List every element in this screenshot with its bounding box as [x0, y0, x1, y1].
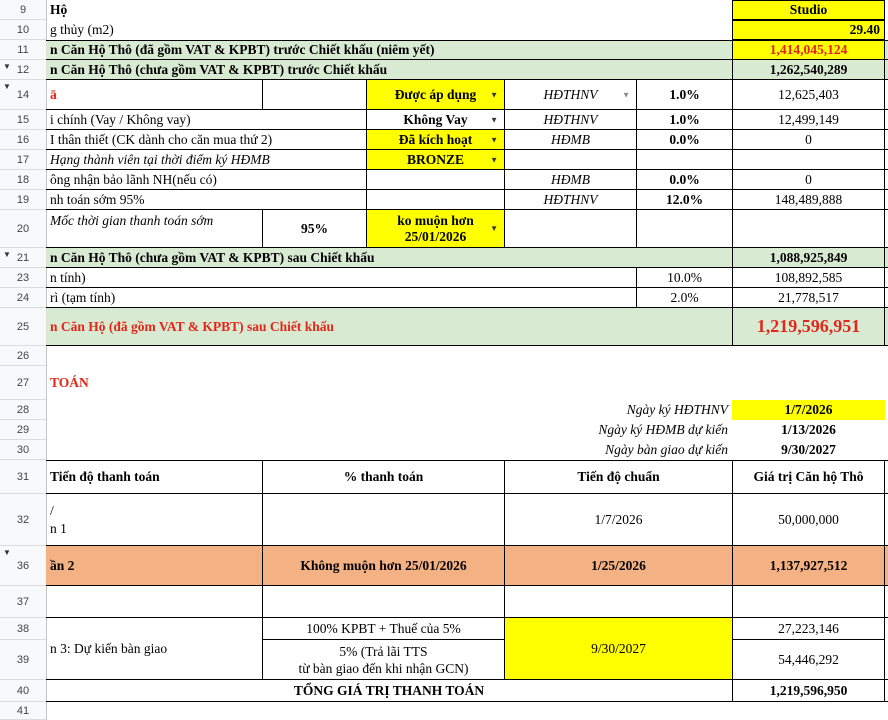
row-number[interactable]	[0, 248, 46, 268]
cell-amount[interactable]: 1,137,927,512	[732, 546, 885, 585]
sheet-row	[46, 308, 888, 346]
cell-contract-type[interactable]: HĐTHNV	[504, 110, 636, 129]
cell[interactable]	[504, 150, 636, 169]
dropdown-value: BRONZE	[406, 151, 464, 167]
dropdown-value: Không Vay	[403, 111, 468, 127]
sheet-row	[46, 420, 888, 440]
row-number[interactable]: 15	[0, 110, 46, 130]
cell-handover-date[interactable]: 9/30/2027	[781, 442, 836, 457]
row-number[interactable]: 41	[0, 702, 46, 720]
stage-line1: /	[50, 502, 54, 518]
row-number[interactable]: 24	[0, 288, 46, 308]
group-toggle-icon[interactable]: ▼	[3, 82, 11, 91]
sheet-row	[46, 170, 888, 190]
table-total-row	[46, 680, 888, 702]
header-value[interactable]: Giá trị Căn hộ Thô	[732, 461, 885, 493]
sheet-row	[46, 210, 888, 248]
cell[interactable]	[366, 170, 504, 189]
dropdown-loan[interactable]	[366, 110, 504, 129]
cell-amount[interactable]: 148,489,888	[732, 190, 885, 209]
row-number[interactable]: 28	[0, 400, 46, 420]
sheet-row	[46, 440, 888, 460]
total-amount[interactable]: 1,219,596,950	[732, 680, 885, 701]
dropdown-membership[interactable]	[366, 150, 504, 169]
cell[interactable]	[46, 586, 262, 617]
row-number[interactable]: 26	[0, 346, 46, 366]
cell-date[interactable]: 9/30/2027	[504, 618, 732, 679]
row-number[interactable]: 32	[0, 494, 46, 546]
row-number[interactable]: 31	[0, 460, 46, 494]
cell-contract-type[interactable]: HĐMB	[504, 130, 636, 149]
cell[interactable]	[504, 210, 636, 247]
sheet-row	[46, 110, 888, 130]
note-line1: 5% (Trả lãi TTS	[339, 644, 428, 659]
row-number[interactable]: 18	[0, 170, 46, 190]
row-number-label: 21	[16, 251, 30, 264]
spreadsheet-grid	[46, 0, 888, 720]
cell-percent[interactable]: 1.0%	[636, 110, 732, 129]
note-line2: từ bàn giao đến khi nhận GCN)	[298, 661, 469, 676]
cell-area-value[interactable]: 29.40	[732, 20, 885, 40]
dropdown-value-line2: 25/01/2026	[404, 228, 467, 244]
row-number[interactable]: 17	[0, 150, 46, 170]
row-number[interactable]: 16	[0, 130, 46, 150]
row-number[interactable]: 39	[0, 640, 46, 680]
dropdown-contract-type[interactable]	[504, 80, 636, 109]
cell[interactable]: Hạng thành viên tại thời điểm ký HĐMB	[50, 151, 270, 167]
row-number[interactable]	[0, 60, 46, 80]
cell-studio-header[interactable]: Studio	[732, 0, 885, 20]
row-number[interactable]: 40	[0, 680, 46, 702]
header-progress[interactable]	[46, 461, 262, 493]
row-number[interactable]: 23	[0, 268, 46, 288]
cell-price-before-discount[interactable]: 1,262,540,289	[732, 60, 885, 79]
row-number-label: 36	[16, 559, 30, 572]
cell-amount[interactable]: 27,223,146	[732, 618, 885, 640]
cell-amount[interactable]: 21,778,517	[732, 288, 885, 307]
header-standard-date[interactable]: Tiến độ chuẩn	[504, 461, 732, 493]
cell[interactable]: rì (tạm tính)	[50, 289, 116, 305]
cell[interactable]: I thân thiết (CK dành cho căn mua thứ 2)	[50, 131, 273, 147]
cell[interactable]	[262, 494, 504, 545]
sheet-row	[46, 60, 888, 80]
cell-percent[interactable]: 0.0%	[636, 130, 732, 149]
row-number[interactable]: 19	[0, 190, 46, 210]
cell-amount[interactable]: 54,446,292	[732, 640, 885, 680]
table-row	[46, 586, 888, 618]
cell-percent[interactable]: 10.0%	[636, 268, 732, 287]
row-number[interactable]: 25	[0, 308, 46, 346]
cell[interactable]: i chính (Vay / Không vay)	[50, 111, 191, 127]
dropdown-arrow-icon[interactable]: ▼	[490, 135, 498, 144]
cell[interactable]: Hộ	[50, 2, 68, 17]
cell[interactable]: n Căn Hộ Thô (chưa gồm VAT & KPBT) trước Chiết khấu	[50, 61, 388, 77]
cell-sign-date[interactable]: 1/7/2026	[732, 400, 885, 420]
row-number[interactable]: 30	[0, 440, 46, 460]
cell[interactable]	[636, 210, 732, 247]
cell-percent[interactable]: 12.0%	[636, 190, 732, 209]
cell-amount[interactable]: 12,625,403	[732, 80, 885, 109]
table-header-row	[46, 460, 888, 494]
row-number[interactable]: 29	[0, 420, 46, 440]
cell-price-after-discount[interactable]: 1,088,925,849	[732, 248, 885, 267]
cell[interactable]: n Căn Hộ Thô (chưa gồm VAT & KPBT) sau Chiết khấu	[50, 249, 375, 265]
cell-percent[interactable]: 2.0%	[636, 288, 732, 307]
dropdown-arrow-icon[interactable]: ▼	[490, 90, 498, 99]
dropdown-arrow-icon[interactable]: ▼	[490, 155, 498, 164]
row-number[interactable]: 27	[0, 366, 46, 400]
label-sign-date[interactable]: Ngày ký HĐTHNV	[626, 402, 728, 417]
cell-percent[interactable]: 100% KPBT + Thuế của 5%	[262, 618, 504, 640]
row-number-label: 12	[16, 63, 30, 76]
cell-total-price[interactable]: 1,219,596,951	[732, 308, 885, 345]
table-row	[46, 618, 888, 680]
sheet-row	[46, 0, 888, 20]
cell[interactable]: ông nhận bảo lãnh NH(nếu có)	[50, 171, 217, 187]
sheet-row	[46, 288, 888, 308]
cell-stage-1[interactable]	[46, 494, 262, 545]
dropdown-value: Được áp dụng	[394, 86, 477, 102]
dropdown-value: HĐTHNV	[543, 86, 598, 102]
cell[interactable]: g thủy (m2)	[50, 22, 114, 37]
dropdown-early-pay-deadline[interactable]	[366, 210, 504, 247]
header-percent[interactable]: % thanh toán	[262, 461, 504, 493]
dropdown-arrow-icon[interactable]: ▼	[622, 90, 630, 99]
cell[interactable]: Mốc thời gian thanh toán sớm	[50, 213, 214, 228]
row-number[interactable]	[0, 80, 46, 110]
cell-percent[interactable]: 0.0%	[636, 170, 732, 189]
section-title[interactable]: TOÁN	[50, 375, 89, 390]
header-label: Tiến độ thanh toán	[50, 469, 160, 484]
cell-amount[interactable]: 108,892,585	[732, 268, 885, 287]
cell-amount[interactable]: 0	[732, 130, 885, 149]
label-handover-date[interactable]: Ngày bàn giao dự kiến	[605, 442, 728, 457]
stage-line2: n 1	[50, 520, 67, 536]
group-toggle-icon[interactable]: ▼	[3, 62, 11, 71]
sheet-row	[46, 248, 888, 268]
cell[interactable]	[732, 150, 885, 169]
cell-date[interactable]: 1/25/2026	[504, 546, 732, 585]
dropdown-value-line1: ko muộn hơn	[397, 212, 474, 228]
dropdown-apply[interactable]	[366, 80, 504, 109]
cell[interactable]	[262, 586, 504, 617]
row-number[interactable]: 10	[0, 20, 46, 40]
table-row	[46, 546, 888, 586]
row-number[interactable]: 11	[0, 40, 46, 60]
cell[interactable]: nh toán sớm 95%	[50, 191, 145, 207]
sheet-row	[46, 190, 888, 210]
group-toggle-icon[interactable]: ▼	[3, 548, 11, 557]
row-number[interactable]: 37	[0, 586, 46, 618]
cell-hdmb-date[interactable]: 1/13/2026	[781, 422, 836, 437]
cell-contract-type[interactable]: HĐTHNV	[504, 190, 636, 209]
row-number[interactable]: 9	[0, 0, 46, 20]
sheet-row	[46, 400, 888, 420]
cell-percent[interactable]: Không muộn hơn 25/01/2026	[262, 546, 504, 585]
group-toggle-icon[interactable]: ▼	[3, 250, 11, 259]
cell-stage-2[interactable]: ần 2	[50, 557, 75, 573]
total-label[interactable]: TỔNG GIÁ TRỊ THANH TOÁN	[293, 682, 485, 698]
cell[interactable]	[504, 586, 732, 617]
cell[interactable]: ā	[50, 86, 57, 102]
cell[interactable]	[366, 190, 504, 209]
cell-date[interactable]: 1/7/2026	[504, 494, 732, 545]
cell[interactable]: n Căn Hộ (đã gồm VAT & KPBT) sau Chiết khấu	[50, 318, 335, 334]
sheet-row	[46, 40, 888, 60]
sheet-row	[46, 20, 888, 40]
dropdown-loyalty[interactable]	[366, 130, 504, 149]
label-hdmb-date[interactable]: Ngày ký HĐMB dự kiến	[598, 422, 728, 437]
cell-percent-note[interactable]	[262, 640, 504, 680]
cell-amount[interactable]: 0	[732, 170, 885, 189]
row-number[interactable]	[0, 546, 46, 586]
sheet-row	[46, 366, 888, 400]
row-number-label: 14	[16, 88, 30, 101]
cell[interactable]	[636, 150, 732, 169]
cell[interactable]	[732, 210, 885, 247]
cell-contract-type[interactable]: HĐMB	[504, 170, 636, 189]
cell[interactable]: n tính)	[50, 269, 86, 285]
sheet-row	[46, 130, 888, 150]
cell[interactable]	[262, 80, 366, 109]
sheet-row	[46, 80, 888, 110]
table-row	[46, 494, 888, 546]
cell-amount[interactable]: 50,000,000	[732, 494, 885, 545]
cell[interactable]: n Căn Hộ Thô (đã gồm VAT & KPBT) trước Chiết khấu (niêm yết)	[50, 42, 435, 57]
cell[interactable]	[732, 586, 885, 617]
cell-amount[interactable]: 12,499,149	[732, 110, 885, 129]
sheet-row	[46, 150, 888, 170]
row-number[interactable]: 38	[0, 618, 46, 640]
row-number[interactable]: 20	[0, 210, 46, 248]
dropdown-arrow-icon[interactable]: ▼	[490, 223, 498, 233]
cell-listed-price[interactable]: 1,414,045,124	[732, 41, 885, 59]
cell-percent[interactable]: 1.0%	[636, 80, 732, 109]
sheet-row	[46, 268, 888, 288]
cell-stage-3[interactable]: n 3: Dự kiến bàn giao	[50, 640, 168, 656]
dropdown-arrow-icon[interactable]: ▼	[490, 115, 498, 124]
cell-early-pay-percent[interactable]: 95%	[262, 210, 366, 247]
dropdown-value: Đã kích hoạt	[398, 131, 473, 147]
